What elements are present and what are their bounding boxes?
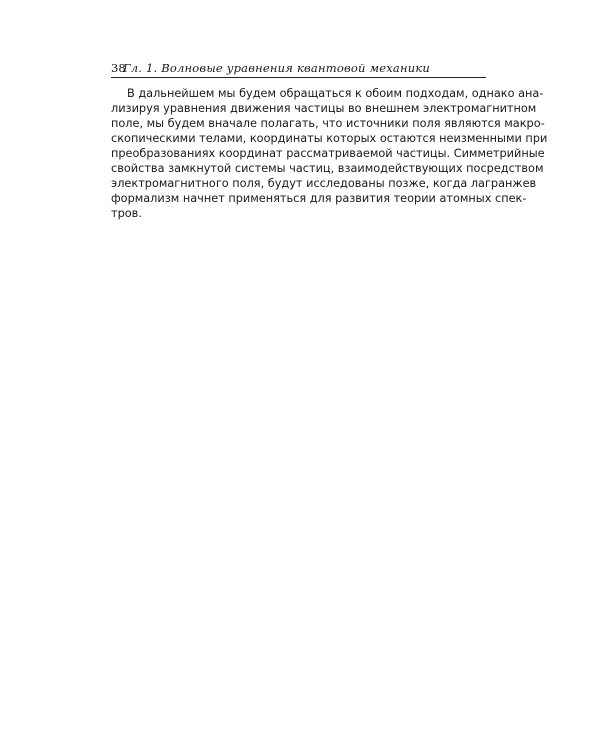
page-number: 38 bbox=[111, 61, 126, 75]
text-line: В дальнейшем мы будем обращаться к обоим подходам, однако ана- bbox=[127, 87, 544, 100]
body-paragraph bbox=[111, 86, 548, 221]
text-line: тров. bbox=[111, 207, 142, 220]
running-head bbox=[111, 60, 486, 78]
chapter-title: Гл. 1. Волновые уравнения квантовой механики bbox=[122, 61, 430, 75]
text-line: скопическими телами, координаты которых остаются неизменными при bbox=[111, 132, 548, 145]
text-line: преобразованиях координат рассматриваемой частицы. Симметрийные bbox=[111, 147, 545, 160]
text-line: электромагнитного поля, будут исследованы позже, когда лагранжев bbox=[111, 177, 537, 190]
text-line: свойства замкнутой системы частиц, взаимодействующих посредством bbox=[111, 162, 544, 175]
text-line: поле, мы будем вначале полагать, что источники поля являются макро- bbox=[111, 117, 545, 130]
text-line: лизируя уравнения движения частицы во внешнем электромагнитном bbox=[111, 102, 537, 115]
text-line: формализм начнет применяться для развития теории атомных спек- bbox=[111, 192, 527, 205]
